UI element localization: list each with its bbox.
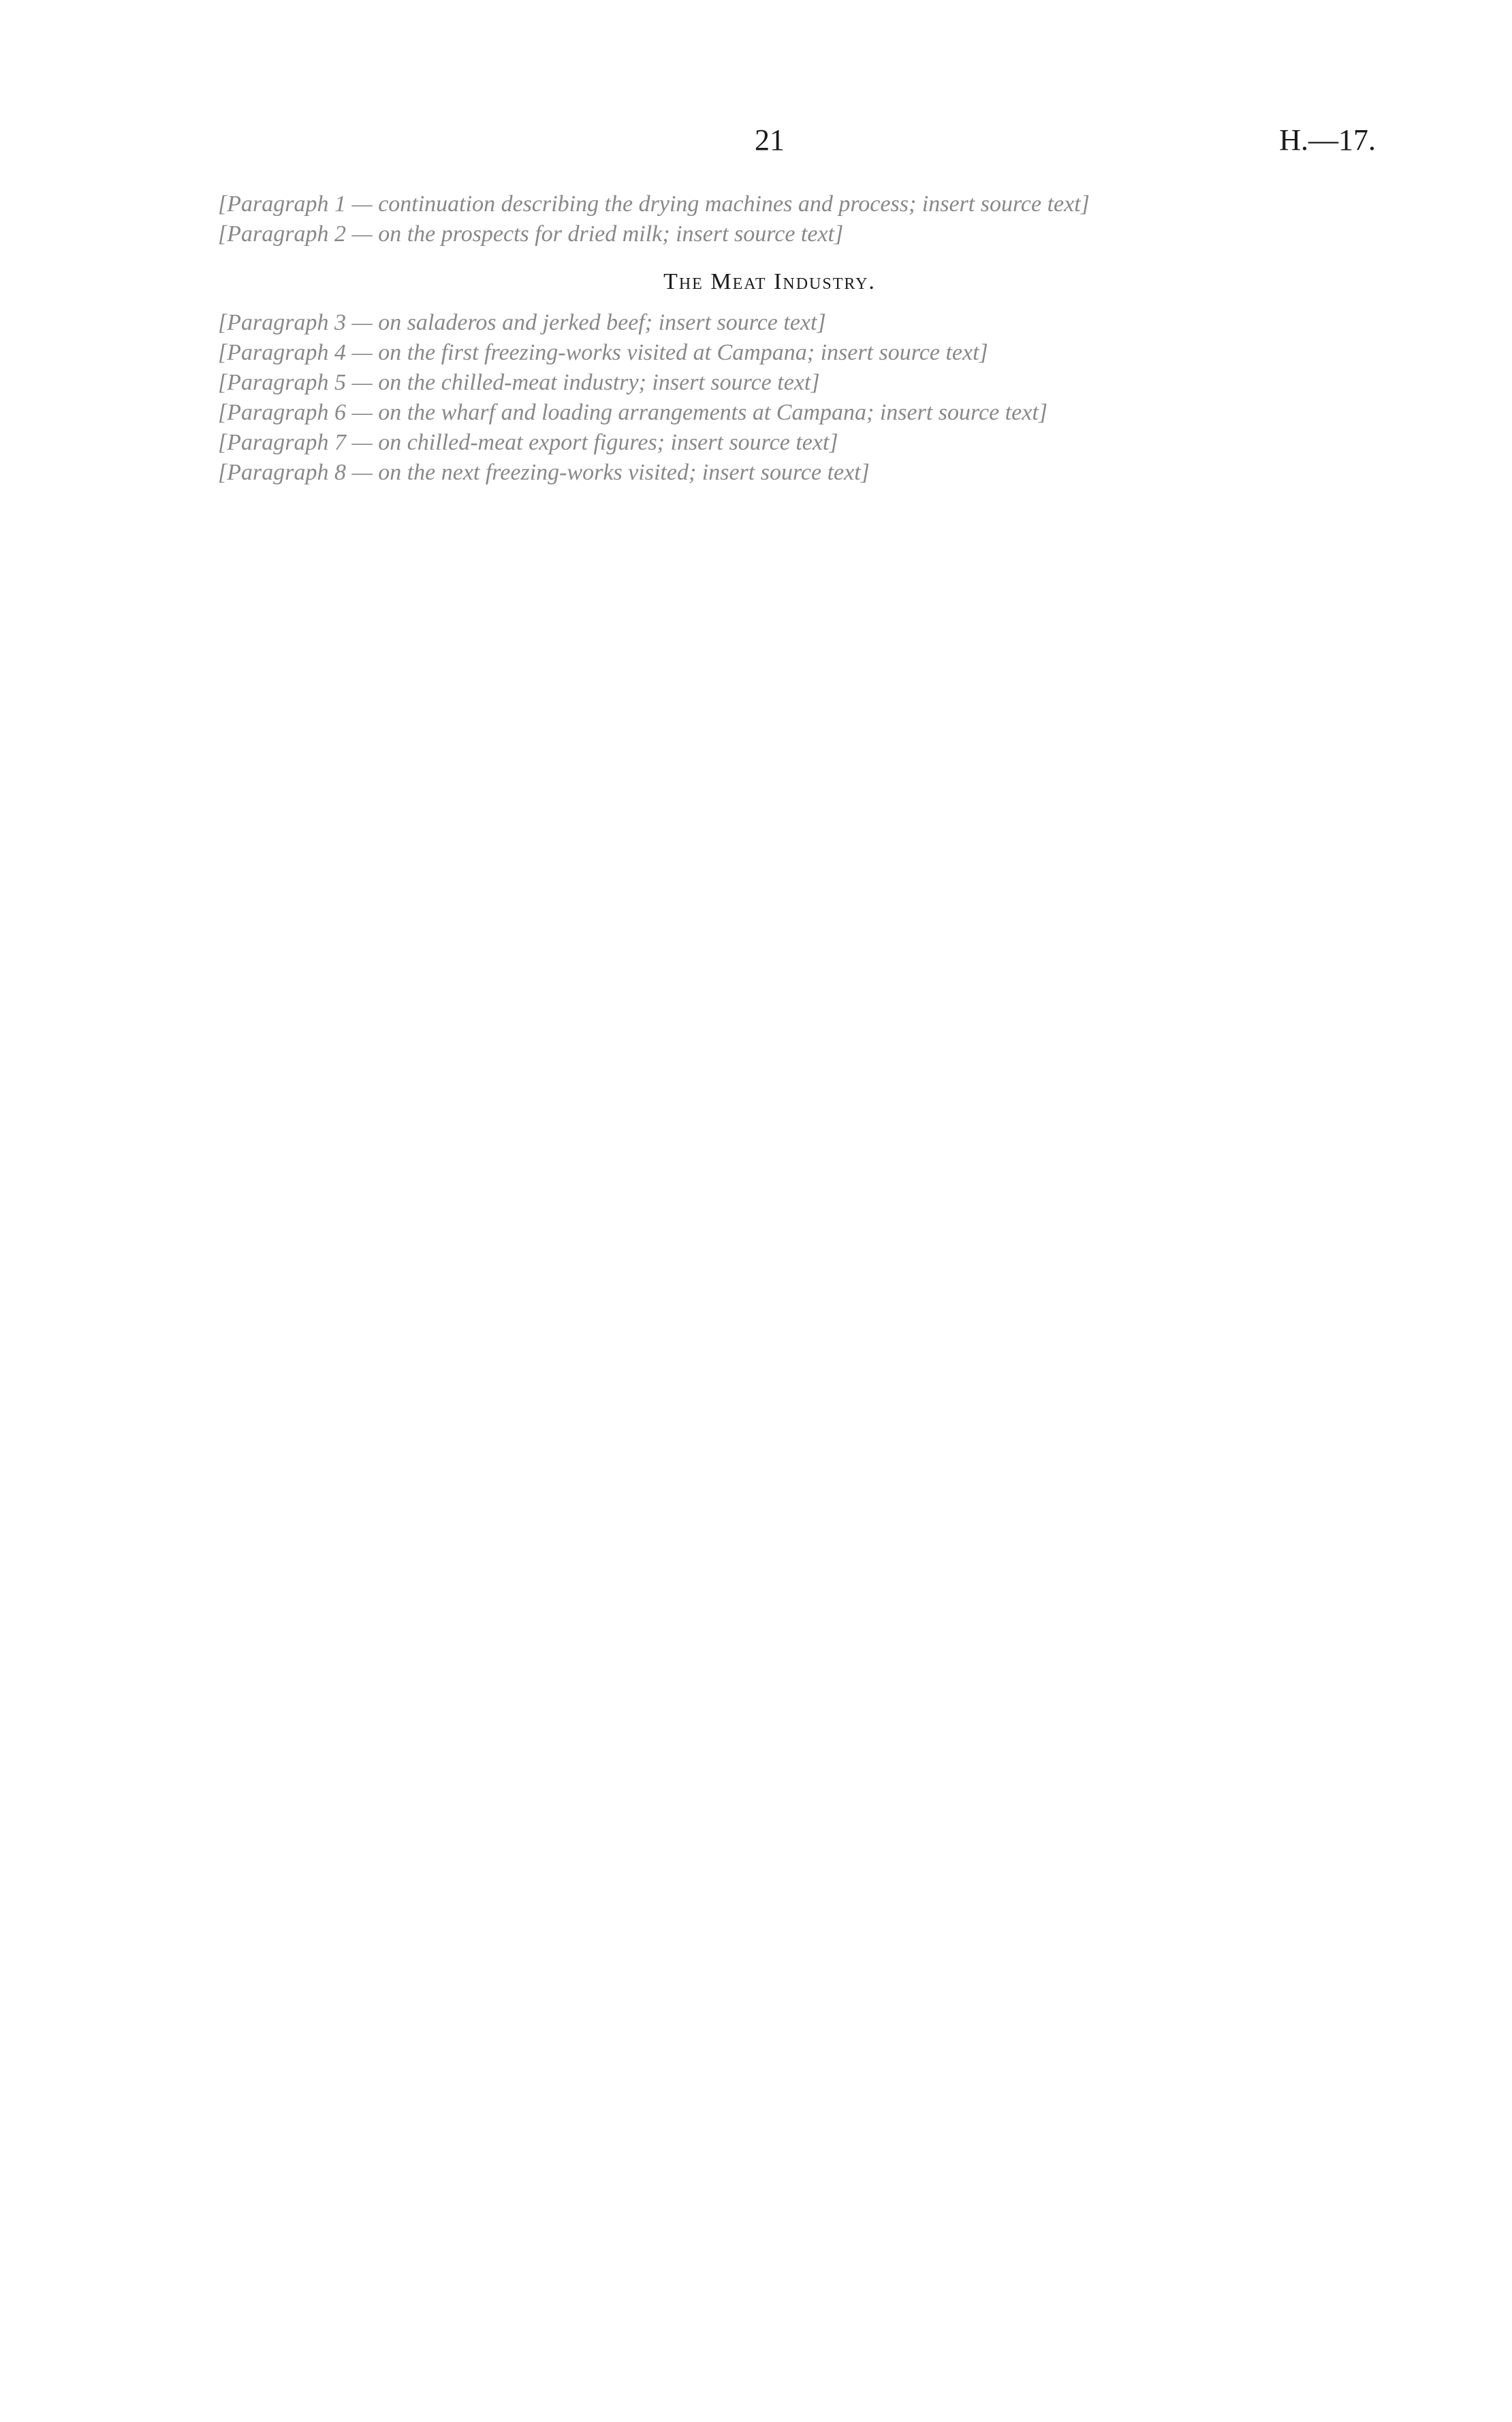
paragraph: [Paragraph 4 — on the first freezing-works visited at Campana; insert source text] (218, 340, 988, 365)
paragraph: [Paragraph 3 — on saladeros and jerked beef; insert source text] (218, 310, 826, 335)
paragraph: [Paragraph 6 — on the wharf and loading arrangements at Campana; insert source text] (218, 400, 1048, 425)
page-number: 21 (755, 123, 785, 157)
paragraph: [Paragraph 5 — on the chilled-meat industry; insert source text] (218, 370, 820, 395)
page-header (163, 116, 1376, 170)
document-reference: H.—17. (1279, 123, 1376, 157)
document-body (163, 191, 1376, 489)
paragraph: [Paragraph 1 — continuation describing the drying machines and process; insert source text] (218, 191, 1090, 217)
paragraph: [Paragraph 8 — on the next freezing-works visited; insert source text] (218, 460, 870, 485)
paragraph: [Paragraph 7 — on chilled-meat export figures; insert source text] (218, 430, 838, 455)
paragraph: [Paragraph 2 — on the prospects for dried milk; insert source text] (218, 221, 844, 247)
section-heading: The Meat Industry. (663, 269, 876, 294)
